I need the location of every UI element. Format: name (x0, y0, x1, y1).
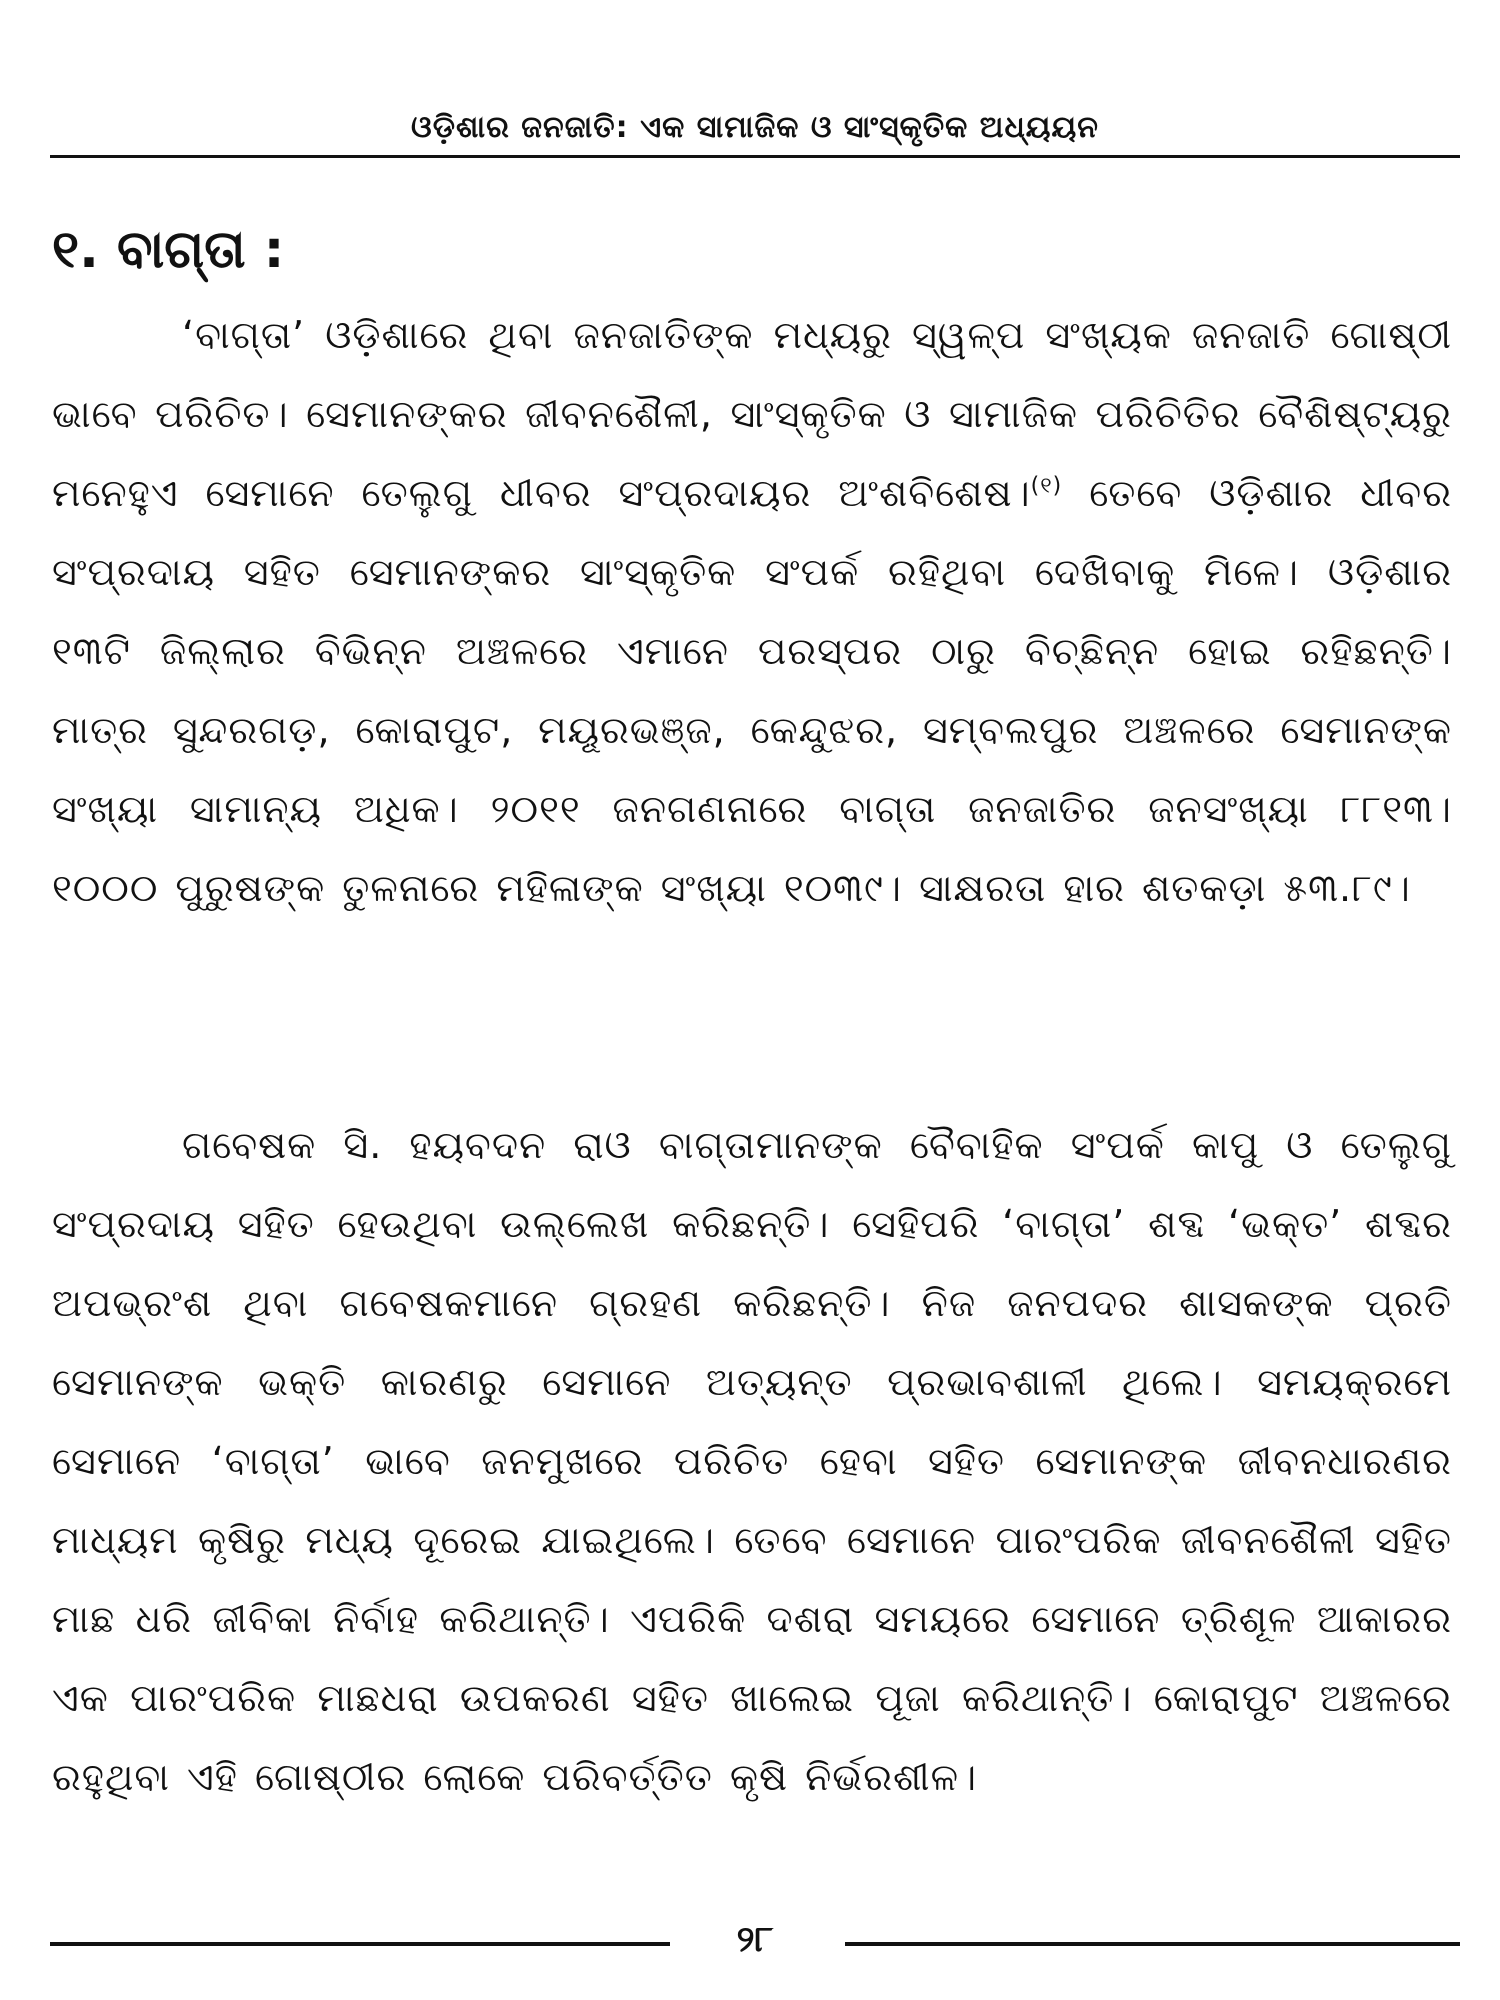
section-title: ୧. ବାଗ୍ତା : (52, 220, 285, 280)
paragraph-1-text-b: ତେବେ ଓଡ଼ିଶାର ଧୀବର ସଂପ୍ରଦାୟ ସହିତ ସେମାନଙ୍କର ସାଂସ୍କୃତିକ ସଂପର୍କ ରହିଥିବା ଦେଖିବାକୁ ମିଳେ। ଓଡ଼ିଶାର ୧୩ଟି ଜିଲ୍ଲାର ବିଭିନ୍ନ ଅଞ୍ଚଳରେ ଏମାନେ ପରସ୍ପର ଠାରୁ ବିଚ୍ଛିନ୍ନ ହୋଇ ରହିଛନ୍ତି। ମାତ୍ର ସୁନ୍ଦରଗଡ଼, କୋରାପୁଟ, ମୟୂରଭଞ୍ଜ, କେନ୍ଦୁଝର, ସମ୍ବଲପୁର ଅଞ୍ଚଳରେ ସେମାନଙ୍କ ସଂଖ୍ୟା ସାମାନ୍ୟ ଅଧିକ। ୨୦୧୧ ଜନଗଣନାରେ ବାଗ୍ତା ଜନଜାତିର ଜନସଂଖ୍ୟା ୮୮୧୩। ୧୦୦୦ ପୁରୁଷଙ୍କ ତୁଳନାରେ ମହିଳାଙ୍କ ସଂଖ୍ୟା ୧୦୩୯। ସାକ୍ଷରତା ହାର ଶତକଡ଼ା ୫୩.୮୯। (52, 471, 1452, 910)
page-footer (50, 1918, 1460, 1962)
paragraph-1-text-a: ‘ବାଗ୍ତା’ ଓଡ଼ିଶାରେ ଥିବା ଜନଜାତିଙ୍କ ମଧ୍ୟରୁ ସ୍ୱଳ୍ପ ସଂଖ୍ୟକ ଜନଜାତି ଗୋଷ୍ଠୀ ଭାବେ ପରିଚିତ। ସେମାନଙ୍କର ଜୀବନଶୈଳୀ, ସାଂସ୍କୃତିକ ଓ ସାମାଜିକ ପରିଚିତିର ବୈଶିଷ୍ଟ୍ୟରୁ ମନେହୁଏ ସେମାନେ ତେଲୁଗୁ ଧୀବର ସଂପ୍ରଦାୟର ଅଂଶବିଶେଷ। (52, 313, 1452, 515)
running-header: ଓଡ଼ିଶାର ଜନଜାତି: ଏକ ସାମାଜିକ ଓ ସାଂସ୍କୃତିକ ଅଧ୍ୟୟନ (411, 110, 1099, 145)
page-number: ୨୮ (736, 1919, 774, 1960)
footer-rule-right (845, 1942, 1460, 1946)
header-rule (50, 155, 1460, 158)
footnote-marker: (୧) (1030, 473, 1063, 499)
paragraph-1 (52, 296, 1452, 928)
paragraph-2: ଗବେଷକ ସି. ହୟବଦନ ରାଓ ବାଗ୍ତାମାନଙ୍କ ବୈବାହିକ ସଂପର୍କ କାପୁ ଓ ତେଲୁଗୁ ସଂପ୍ରଦାୟ ସହିତ ହେଉଥିବା ଉଲ୍ଲେଖ କରିଛନ୍ତି। ସେହିପରି ‘ବାଗ୍ତା’ ଶବ୍ଦ ‘ଭକ୍ତ’ ଶବ୍ଦର ଅପଭ୍ରଂଶ ଥିବା ଗବେଷକମାନେ ଗ୍ରହଣ କରିଛନ୍ତି। ନିଜ ଜନପଦର ଶାସକଙ୍କ ପ୍ରତି ସେମାନଙ୍କ ଭକ୍ତି କାରଣରୁ ସେମାନେ ଅତ୍ୟନ୍ତ ପ୍ରଭାବଶାଳୀ ଥିଲେ। ସମୟକ୍ରମେ ସେମାନେ ‘ବାଗ୍ତା’ ଭାବେ ଜନମୁଖରେ ପରିଚିତ ହେବା ସହିତ ସେମାନଙ୍କ ଜୀବନଧାରଣର ମାଧ୍ୟମ କୃଷିରୁ ମଧ୍ୟ ଦୂରେଇ ଯାଇଥିଲେ। ତେବେ ସେମାନେ ପାରଂପରିକ ଜୀବନଶୈଳୀ ସହିତ ମାଛ ଧରି ଜୀବିକା ନିର୍ବାହ କରିଥାନ୍ତି। ଏପରିକି ଦଶରା ସମୟରେ ସେମାନେ ତ୍ରିଶୂଳ ଆକାରର ଏକ ପାରଂପରିକ ମାଛଧରା ଉପକରଣ ସହିତ ଖାଲେଇ ପୂଜା କରିଥାନ୍ତି। କୋରାପୁଟ ଅଞ୍ଚଳରେ ରହୁଥିବା ଏହି ଗୋଷ୍ଠୀର ଲୋକେ ପରିବର୍ତ୍ତିତ କୃଷି ନିର୍ଭରଶୀଳ। (52, 1123, 1452, 1799)
